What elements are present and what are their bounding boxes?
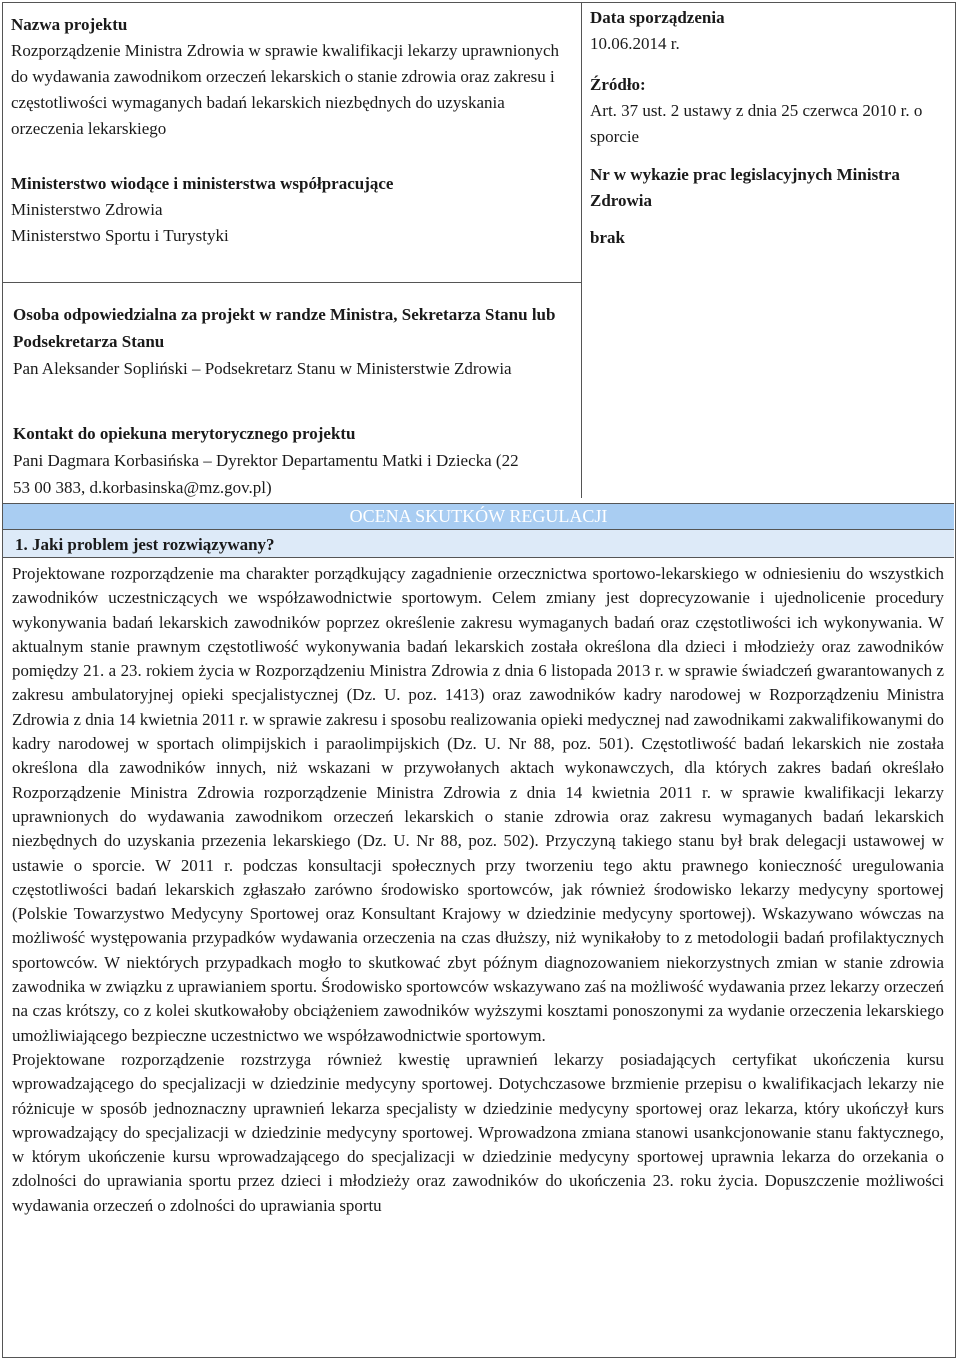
contact-block [13, 420, 573, 501]
ministries-label: Ministerstwo wiodące i ministerstwa współpracujące [11, 174, 394, 193]
date-label: Data sporządzenia [590, 8, 725, 27]
responsible-label: Osoba odpowiedzialna za projekt w randze Ministra, Sekretarza Stanu lub Podsekretarza Stanu [13, 305, 556, 351]
body-text [12, 562, 944, 1218]
project-name: Rozporządzenie Ministra Zdrowia w sprawie kwalifikacji lekarzy uprawnionych do wydawania zawodnikom orzeczeń lekarskich o stanie zdrowia oraz zakresu i częstotliwości wymaganych badań lekarskich niezbędnych do uzyskania orzeczenia lekarskiego [11, 41, 560, 138]
responsible-value: Pan Aleksander Sopliński – Podsekretarz Stanu w Ministerstwie Zdrowia [13, 359, 512, 378]
section-title-bar [3, 503, 954, 530]
ministry-lead: Ministerstwo Zdrowia [11, 200, 163, 219]
source-value: Art. 37 ust. 2 ustawy z dnia 25 czerwca 2010 r. o sporcie [590, 101, 923, 146]
project-block [11, 12, 571, 249]
question-title: 1. Jaki problem jest rozwiązywany? [15, 535, 275, 554]
row-divider [2, 282, 581, 283]
ministry-coop: Ministerstwo Sportu i Turystyki [11, 226, 229, 245]
date-value: 10.06.2014 r. [590, 34, 680, 53]
meta-block [590, 5, 950, 251]
list-label: Nr w wykazie prac legislacyjnych Ministra Zdrowia [590, 165, 900, 210]
paragraph: Projektowane rozporządzenie ma charakter porządkujący zagadnienie orzecznictwa sportowo-lekarskiego w odniesieniu do wszystkich zawodników uczestniczących we współzawodnictwie sportowym. Celem zmiany jest doprecyzowanie i ujednolicenie procedury wykonywania badań lekarskich zawodników poprzez określenie zakresu wymaganych badań oraz częstotliwości ich wykonywania. W aktualnym stanie prawnym częstotliwość wykonywania badań lekarskich została określona dla dzieci i młodzieży oraz zawodników pomiędzy 21. a 23. rokiem życia w Rozporządzeniu Ministra Zdrowia z dnia 6 listopada 2013 r. w sprawie świadczeń gwarantowanych z zakresu ambulatoryjnej opieki specjalistycznej (Dz. U. poz. 1413) oraz zawodników kadry narodowej w Rozporządzeniu Ministra Zdrowia z dnia 14 kwietnia 2011 r. w sprawie zakresu i sposobu realizowania opieki medycznej nad zawodnikami zakwalifikowanymi do kadry narodowej w sportach olimpijskich i paraolimpijskich (Dz. U. Nr 88, poz. 501). Częstotliwość badań lekarskich nie została określona dla zawodników innych, niż wskazani w przywołanych aktach wykonawczych, dla których zakres badań określało Rozporządzenie Ministra Zdrowia rozporządzenie Ministra Zdrowia z dnia 14 kwietnia 2011 r. w sprawie kwalifikacji lekarzy uprawnionych do wydawania zawodnikom orzeczeń lekarskich o stanie zdrowia oraz zakresu wymaganych badań lekarskich niezbędnych do uzyskania przezenia lekarskiego (Dz. U. Nr 88, poz. 502). Przyczyną takiego stanu był brak delegacji ustawowej w ustawie o sporcie. W 2011 r. podczas konsultacji społecznych przy tworzeniu tego aktu prawnego konieczność uregulowania częstotliwości badań lekarskich zgłaszało zarówno środowisko sportowców, jak również środowisko lekarzy medycyny sportowej (Polskie Towarzystwo Medycyny Sportowej oraz Konsultant Krajowy w dziedzinie medycyny sportowej). Wskazywano wówczas na możliwość występowania przypadków wydawania orzeczenia na czas dłuższy, niż wynikałoby to z metodologii badań profilaktycznych sportowców. W niektórych przypadkach mogło to skutkować zbyt późnym diagnozowaniem niekorzystnych zmian w stanie zdrowia zawodnika w związku z uprawianiem sportu. Środowisko sportowców wskazywano zaś na możliwość wydawania przez lekarzy orzeczeń na czas krótszy, co z kolei skutkowałoby obciążeniem zawodników wyższymi kosztami ponoszonymi za wydanie orzeczenia lekarskiego umożliwiającego bezpieczne uczestnictwo we współzawodnictwie sportowym. [12, 564, 944, 1045]
contact-value: Pani Dagmara Korbasińska – Dyrektor Departamentu Matki i Dziecka (22 53 00 383, d.korbasinska@mz.gov.pl) [13, 451, 519, 497]
project-label: Nazwa projektu [11, 15, 128, 34]
contact-label: Kontakt do opiekuna merytorycznego projektu [13, 424, 356, 443]
responsible-block [13, 301, 573, 382]
section-title: OCENA SKUTKÓW REGULACJI [349, 506, 608, 526]
paragraph: Projektowane rozporządzenie rozstrzyga również kwestię uprawnień lekarzy posiadających certyfikat ukończenia kursu wprowadzającego do specjalizacji w dziedzinie medycyny sportowej. Dotychczasowe brzmienie przepisu o kwalifikacjach lekarzy nie różnicuje w sposób jednoznaczny uprawnień lekarza specjalisty w dziedzinie medycyny sportowej oraz lekarza, który ukończył kurs wprowadzający do specjalizacji w dziedzinie medycyny sportowej. Wprowadzona zmiana stanowi usankcjonowanie stanu faktycznego, w którym ukończenie kursu wprowadzającego do specjalizacji w dziedzinie medycyny sportowej uprawnia lekarza do orzekania o zdolności do uprawiania sportu przez dzieci i młodzieży oraz zawodników do ukończenia 23. roku życia. Dopuszczenie możliwości wydawania orzeczeń o zdolności do uprawiania sportu [12, 1049, 944, 1215]
list-value: brak [590, 228, 625, 247]
question-bar [3, 530, 954, 558]
column-divider [581, 2, 582, 498]
source-label: Źródło: [590, 75, 646, 94]
